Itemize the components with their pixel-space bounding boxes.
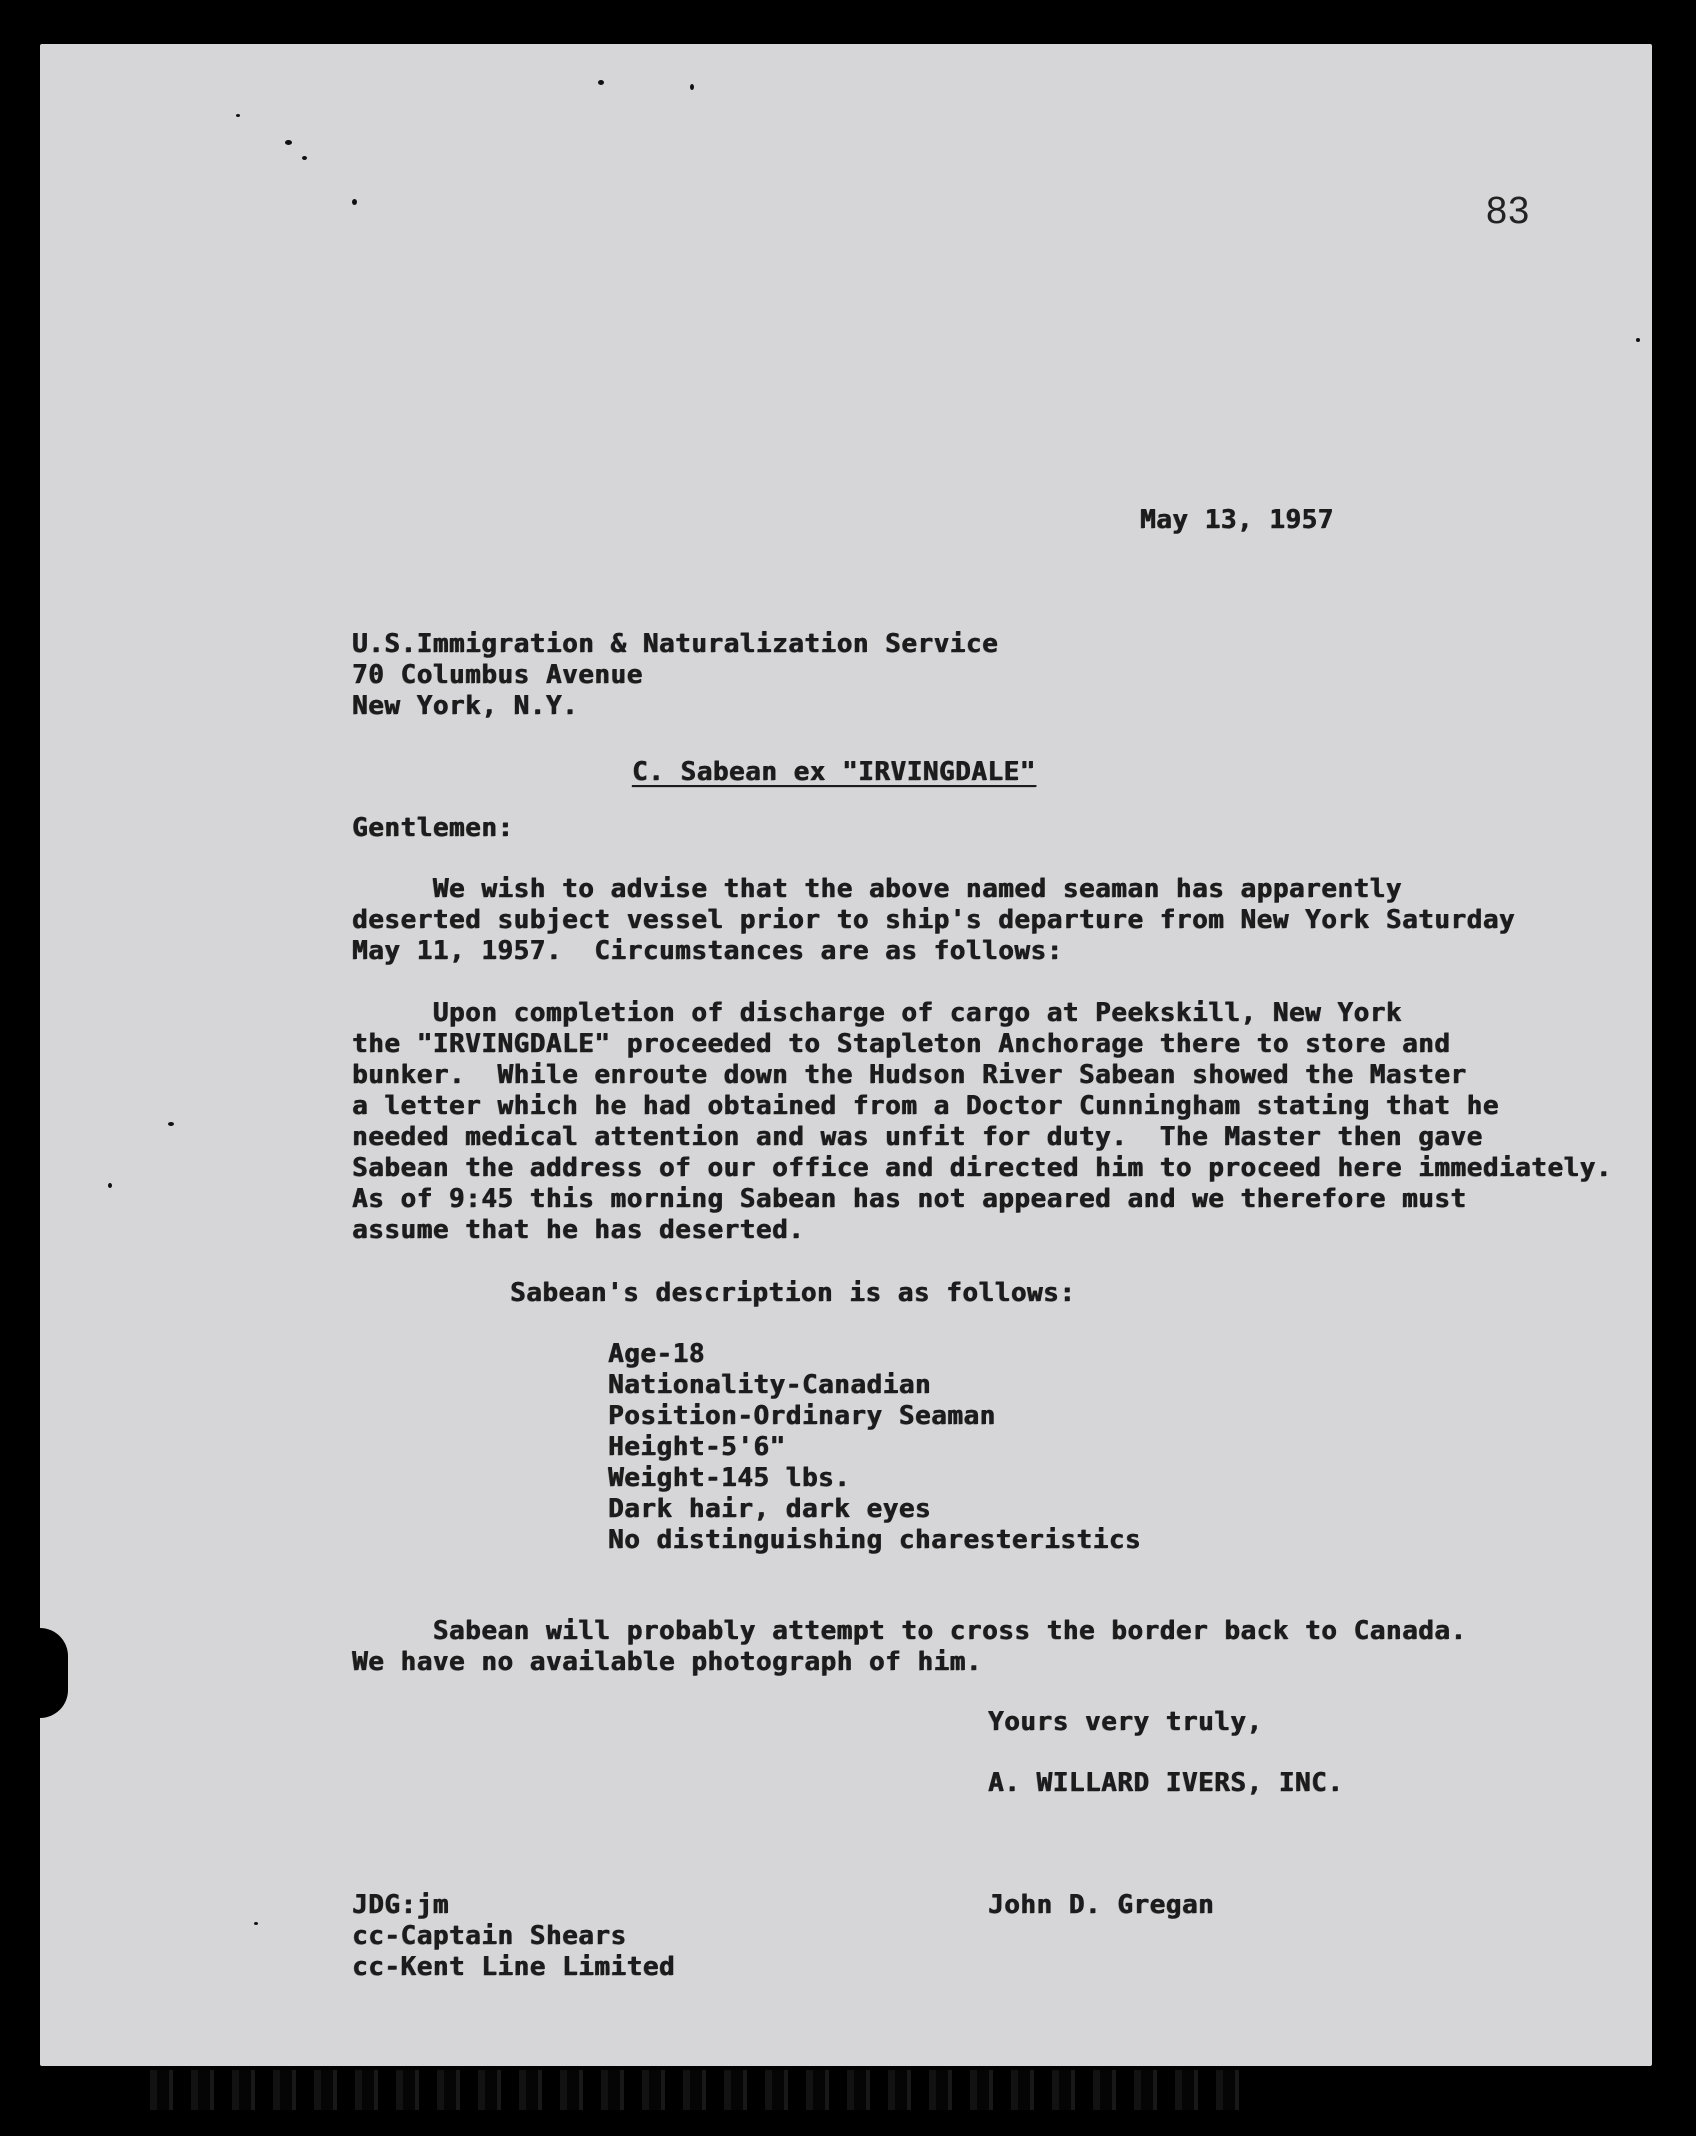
scan-speck (598, 80, 604, 85)
letter-date: May 13, 1957 (1140, 505, 1334, 535)
text-line: We wish to advise that the above named seaman has apparently (352, 874, 1402, 904)
text-line: a letter which he had obtained from a Doctor Cunningham stating that he (352, 1091, 1499, 1121)
description-item: Weight-145 lbs. (608, 1463, 851, 1493)
scan-speck (236, 114, 240, 117)
scan-speck (1636, 338, 1640, 342)
signer-name: John D. Gregan (988, 1890, 1215, 1920)
cc-list (352, 1921, 675, 1983)
typist-initials: JDG:jm (352, 1890, 449, 1920)
scan-speck (168, 1122, 174, 1126)
page-number: 83 (1486, 190, 1531, 232)
text-line: Upon completion of discharge of cargo at Peekskill, New York (352, 998, 1402, 1028)
description-intro: Sabean's description is as follows: (510, 1278, 1076, 1308)
text-line: deserted subject vessel prior to ship's departure from New York Saturday (352, 905, 1516, 935)
text-line: As of 9:45 this morning Sabean has not appeared and we therefore must (352, 1184, 1467, 1214)
punch-notch (40, 1628, 68, 1718)
paragraph-2 (352, 998, 1612, 1246)
scan-speck (690, 84, 694, 90)
scan-edge-noise (150, 2070, 1250, 2110)
description-list (608, 1339, 1141, 1556)
description-item: No distinguishing charesteristics (608, 1525, 1142, 1555)
text-line: We have no available photograph of him. (352, 1647, 982, 1677)
salutation: Gentlemen: (352, 813, 514, 843)
address-line: 70 Columbus Avenue (352, 660, 643, 690)
scan-speck (108, 1183, 112, 1188)
text-line: Sabean the address of our office and directed him to proceed here immediately. (352, 1153, 1612, 1183)
cc-line: cc-Kent Line Limited (352, 1952, 676, 1982)
text-line: bunker. While enroute down the Hudson River Sabean showed the Master (352, 1060, 1467, 1090)
description-item: Dark hair, dark eyes (608, 1494, 932, 1524)
scan-speck (352, 199, 357, 205)
cc-line: cc-Captain Shears (352, 1921, 627, 1951)
text-line: May 11, 1957. Circumstances are as follows: (352, 936, 1063, 966)
paragraph-4 (352, 1616, 1467, 1678)
address-line: New York, N.Y. (352, 691, 579, 721)
letter-subject: C. Sabean ex "IRVINGDALE" (632, 757, 1036, 787)
company-name: A. WILLARD IVERS, INC. (988, 1768, 1344, 1798)
description-item: Height-5'6" (608, 1432, 786, 1462)
recipient-address (352, 629, 998, 722)
description-item: Nationality-Canadian (608, 1370, 932, 1400)
scan-speck (254, 1922, 258, 1925)
address-line: U.S.Immigration & Naturalization Service (352, 629, 999, 659)
description-item: Age-18 (608, 1339, 705, 1369)
text-line: assume that he has deserted. (352, 1215, 805, 1245)
text-line: needed medical attention and was unfit for duty. The Master then gave (352, 1122, 1483, 1152)
paragraph-1 (352, 874, 1515, 967)
scan-speck (285, 140, 292, 145)
text-line: Sabean will probably attempt to cross the border back to Canada. (352, 1616, 1467, 1646)
description-item: Position-Ordinary Seaman (608, 1401, 996, 1431)
closing: Yours very truly, (988, 1707, 1263, 1737)
scan-speck (302, 156, 307, 160)
text-line: the "IRVINGDALE" proceeded to Stapleton Anchorage there to store and (352, 1029, 1451, 1059)
